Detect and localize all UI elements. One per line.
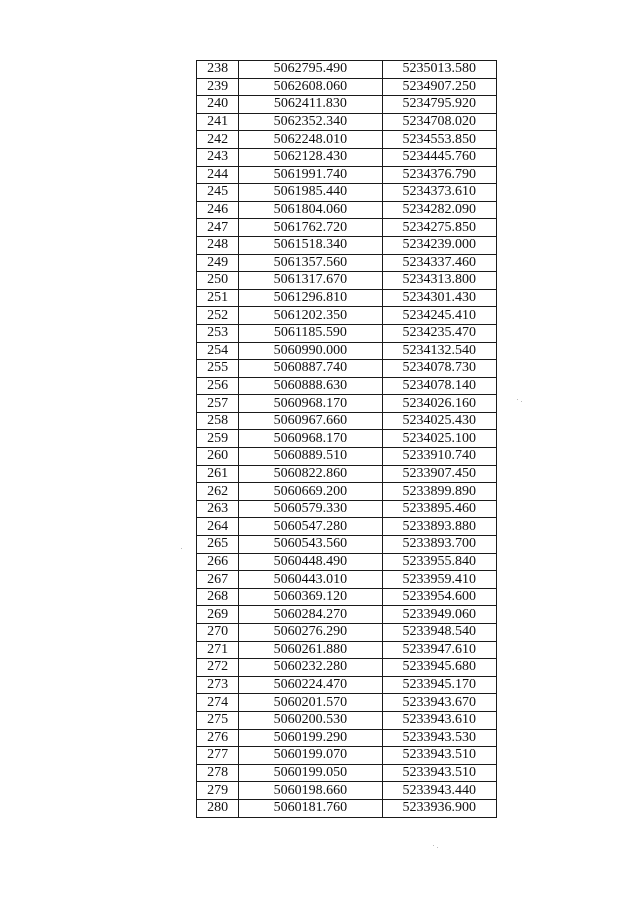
x-coordinate-cell: 5060201.570	[239, 694, 382, 712]
point-number-cell: 260	[197, 448, 239, 466]
point-number-cell: 241	[197, 113, 239, 131]
point-number-cell: 273	[197, 676, 239, 694]
x-coordinate-cell: 5060261.880	[239, 641, 382, 659]
point-number-cell: 248	[197, 236, 239, 254]
x-coordinate-cell: 5061357.560	[239, 254, 382, 272]
x-coordinate-cell: 5062608.060	[239, 78, 382, 96]
point-number-cell: 245	[197, 184, 239, 202]
x-coordinate-cell: 5061762.720	[239, 219, 382, 237]
table-row	[197, 483, 497, 501]
table-row	[197, 465, 497, 483]
y-coordinate-cell: 5233959.410	[382, 571, 496, 589]
table-row	[197, 78, 497, 96]
y-coordinate-cell: 5233945.680	[382, 659, 496, 677]
point-number-cell: 277	[197, 747, 239, 765]
point-number-cell: 257	[197, 395, 239, 413]
x-coordinate-cell: 5060443.010	[239, 571, 382, 589]
x-coordinate-cell: 5062128.430	[239, 148, 382, 166]
x-coordinate-cell: 5060990.000	[239, 342, 382, 360]
x-coordinate-cell: 5060224.470	[239, 676, 382, 694]
point-number-cell: 255	[197, 360, 239, 378]
point-number-cell: 238	[197, 61, 239, 79]
table-row	[197, 764, 497, 782]
y-coordinate-cell: 5234235.470	[382, 324, 496, 342]
table-row	[197, 659, 497, 677]
point-number-cell: 246	[197, 201, 239, 219]
coordinates-table	[196, 60, 497, 818]
x-coordinate-cell: 5061804.060	[239, 201, 382, 219]
y-coordinate-cell: 5233948.540	[382, 624, 496, 642]
y-coordinate-cell: 5234078.730	[382, 360, 496, 378]
y-coordinate-cell: 5233949.060	[382, 606, 496, 624]
scan-speck	[437, 847, 438, 848]
y-coordinate-cell: 5233895.460	[382, 500, 496, 518]
y-coordinate-cell: 5234245.410	[382, 307, 496, 325]
table-row	[197, 412, 497, 430]
x-coordinate-cell: 5061991.740	[239, 166, 382, 184]
point-number-cell: 259	[197, 430, 239, 448]
point-number-cell: 269	[197, 606, 239, 624]
y-coordinate-cell: 5234025.430	[382, 412, 496, 430]
y-coordinate-cell: 5233907.450	[382, 465, 496, 483]
y-coordinate-cell: 5234026.160	[382, 395, 496, 413]
x-coordinate-cell: 5060199.070	[239, 747, 382, 765]
x-coordinate-cell: 5061985.440	[239, 184, 382, 202]
y-coordinate-cell: 5234376.790	[382, 166, 496, 184]
y-coordinate-cell: 5234553.850	[382, 131, 496, 149]
point-number-cell: 251	[197, 289, 239, 307]
table-row	[197, 96, 497, 114]
table-row	[197, 324, 497, 342]
x-coordinate-cell: 5060967.660	[239, 412, 382, 430]
y-coordinate-cell: 5233943.510	[382, 764, 496, 782]
scan-speck	[181, 548, 182, 549]
y-coordinate-cell: 5233936.900	[382, 799, 496, 817]
x-coordinate-cell: 5061317.670	[239, 272, 382, 290]
table-row	[197, 711, 497, 729]
x-coordinate-cell: 5060198.660	[239, 782, 382, 800]
x-coordinate-cell: 5060199.290	[239, 729, 382, 747]
y-coordinate-cell: 5233943.610	[382, 711, 496, 729]
y-coordinate-cell: 5233943.670	[382, 694, 496, 712]
x-coordinate-cell: 5060968.170	[239, 430, 382, 448]
point-number-cell: 276	[197, 729, 239, 747]
x-coordinate-cell: 5062248.010	[239, 131, 382, 149]
point-number-cell: 261	[197, 465, 239, 483]
table-body	[197, 61, 497, 818]
x-coordinate-cell: 5060888.630	[239, 377, 382, 395]
x-coordinate-cell: 5062411.830	[239, 96, 382, 114]
y-coordinate-cell: 5233943.510	[382, 747, 496, 765]
point-number-cell: 275	[197, 711, 239, 729]
table-row	[197, 676, 497, 694]
table-row	[197, 571, 497, 589]
x-coordinate-cell: 5060448.490	[239, 553, 382, 571]
table-row	[197, 377, 497, 395]
y-coordinate-cell: 5234301.430	[382, 289, 496, 307]
table-row	[197, 624, 497, 642]
x-coordinate-cell: 5061185.590	[239, 324, 382, 342]
point-number-cell: 279	[197, 782, 239, 800]
table-row	[197, 289, 497, 307]
point-number-cell: 254	[197, 342, 239, 360]
table-row	[197, 342, 497, 360]
y-coordinate-cell: 5234239.000	[382, 236, 496, 254]
table-row	[197, 201, 497, 219]
table-row	[197, 430, 497, 448]
point-number-cell: 256	[197, 377, 239, 395]
table-row	[197, 799, 497, 817]
table-row	[197, 518, 497, 536]
table-row	[197, 166, 497, 184]
table-row	[197, 729, 497, 747]
x-coordinate-cell: 5061296.810	[239, 289, 382, 307]
x-coordinate-cell: 5060547.280	[239, 518, 382, 536]
point-number-cell: 263	[197, 500, 239, 518]
table-row	[197, 219, 497, 237]
point-number-cell: 280	[197, 799, 239, 817]
table-row	[197, 236, 497, 254]
x-coordinate-cell: 5060199.050	[239, 764, 382, 782]
y-coordinate-cell: 5234313.800	[382, 272, 496, 290]
x-coordinate-cell: 5061202.350	[239, 307, 382, 325]
point-number-cell: 264	[197, 518, 239, 536]
y-coordinate-cell: 5233945.170	[382, 676, 496, 694]
x-coordinate-cell: 5060579.330	[239, 500, 382, 518]
y-coordinate-cell: 5234708.020	[382, 113, 496, 131]
table-row	[197, 536, 497, 554]
table-row	[197, 360, 497, 378]
x-coordinate-cell: 5060369.120	[239, 588, 382, 606]
point-number-cell: 262	[197, 483, 239, 501]
table-row	[197, 588, 497, 606]
scan-speck	[521, 401, 522, 402]
y-coordinate-cell: 5234445.760	[382, 148, 496, 166]
y-coordinate-cell: 5234132.540	[382, 342, 496, 360]
point-number-cell: 244	[197, 166, 239, 184]
x-coordinate-cell: 5062795.490	[239, 61, 382, 79]
y-coordinate-cell: 5234078.140	[382, 377, 496, 395]
point-number-cell: 271	[197, 641, 239, 659]
x-coordinate-cell: 5060232.280	[239, 659, 382, 677]
table-row	[197, 747, 497, 765]
table-row	[197, 641, 497, 659]
table-row	[197, 606, 497, 624]
x-coordinate-cell: 5060200.530	[239, 711, 382, 729]
y-coordinate-cell: 5234282.090	[382, 201, 496, 219]
x-coordinate-cell: 5061518.340	[239, 236, 382, 254]
point-number-cell: 250	[197, 272, 239, 290]
scan-speck	[517, 399, 518, 400]
y-coordinate-cell: 5234907.250	[382, 78, 496, 96]
point-number-cell: 278	[197, 764, 239, 782]
table-row	[197, 395, 497, 413]
y-coordinate-cell: 5234025.100	[382, 430, 496, 448]
table-row	[197, 553, 497, 571]
x-coordinate-cell: 5062352.340	[239, 113, 382, 131]
x-coordinate-cell: 5060276.290	[239, 624, 382, 642]
y-coordinate-cell: 5233943.530	[382, 729, 496, 747]
y-coordinate-cell: 5235013.580	[382, 61, 496, 79]
y-coordinate-cell: 5234337.460	[382, 254, 496, 272]
point-number-cell: 272	[197, 659, 239, 677]
table-row	[197, 782, 497, 800]
table-row	[197, 184, 497, 202]
table-row	[197, 113, 497, 131]
y-coordinate-cell: 5233893.700	[382, 536, 496, 554]
y-coordinate-cell: 5233947.610	[382, 641, 496, 659]
x-coordinate-cell: 5060181.760	[239, 799, 382, 817]
x-coordinate-cell: 5060822.860	[239, 465, 382, 483]
y-coordinate-cell: 5234275.850	[382, 219, 496, 237]
table-row	[197, 448, 497, 466]
y-coordinate-cell: 5234795.920	[382, 96, 496, 114]
y-coordinate-cell: 5233954.600	[382, 588, 496, 606]
x-coordinate-cell: 5060889.510	[239, 448, 382, 466]
x-coordinate-cell: 5060968.170	[239, 395, 382, 413]
table-row	[197, 500, 497, 518]
table-row	[197, 148, 497, 166]
point-number-cell: 249	[197, 254, 239, 272]
table-row	[197, 307, 497, 325]
point-number-cell: 268	[197, 588, 239, 606]
point-number-cell: 274	[197, 694, 239, 712]
point-number-cell: 258	[197, 412, 239, 430]
y-coordinate-cell: 5234373.610	[382, 184, 496, 202]
point-number-cell: 240	[197, 96, 239, 114]
point-number-cell: 239	[197, 78, 239, 96]
table-row	[197, 254, 497, 272]
x-coordinate-cell: 5060284.270	[239, 606, 382, 624]
x-coordinate-cell: 5060543.560	[239, 536, 382, 554]
point-number-cell: 265	[197, 536, 239, 554]
point-number-cell: 270	[197, 624, 239, 642]
table-row	[197, 61, 497, 79]
table-row	[197, 694, 497, 712]
x-coordinate-cell: 5060887.740	[239, 360, 382, 378]
point-number-cell: 253	[197, 324, 239, 342]
x-coordinate-cell: 5060669.200	[239, 483, 382, 501]
point-number-cell: 243	[197, 148, 239, 166]
y-coordinate-cell: 5233955.840	[382, 553, 496, 571]
table-row	[197, 131, 497, 149]
point-number-cell: 267	[197, 571, 239, 589]
y-coordinate-cell: 5233893.880	[382, 518, 496, 536]
point-number-cell: 247	[197, 219, 239, 237]
y-coordinate-cell: 5233943.440	[382, 782, 496, 800]
point-number-cell: 266	[197, 553, 239, 571]
point-number-cell: 242	[197, 131, 239, 149]
point-number-cell: 252	[197, 307, 239, 325]
scan-speck	[433, 845, 434, 846]
table-row	[197, 272, 497, 290]
y-coordinate-cell: 5233899.890	[382, 483, 496, 501]
y-coordinate-cell: 5233910.740	[382, 448, 496, 466]
